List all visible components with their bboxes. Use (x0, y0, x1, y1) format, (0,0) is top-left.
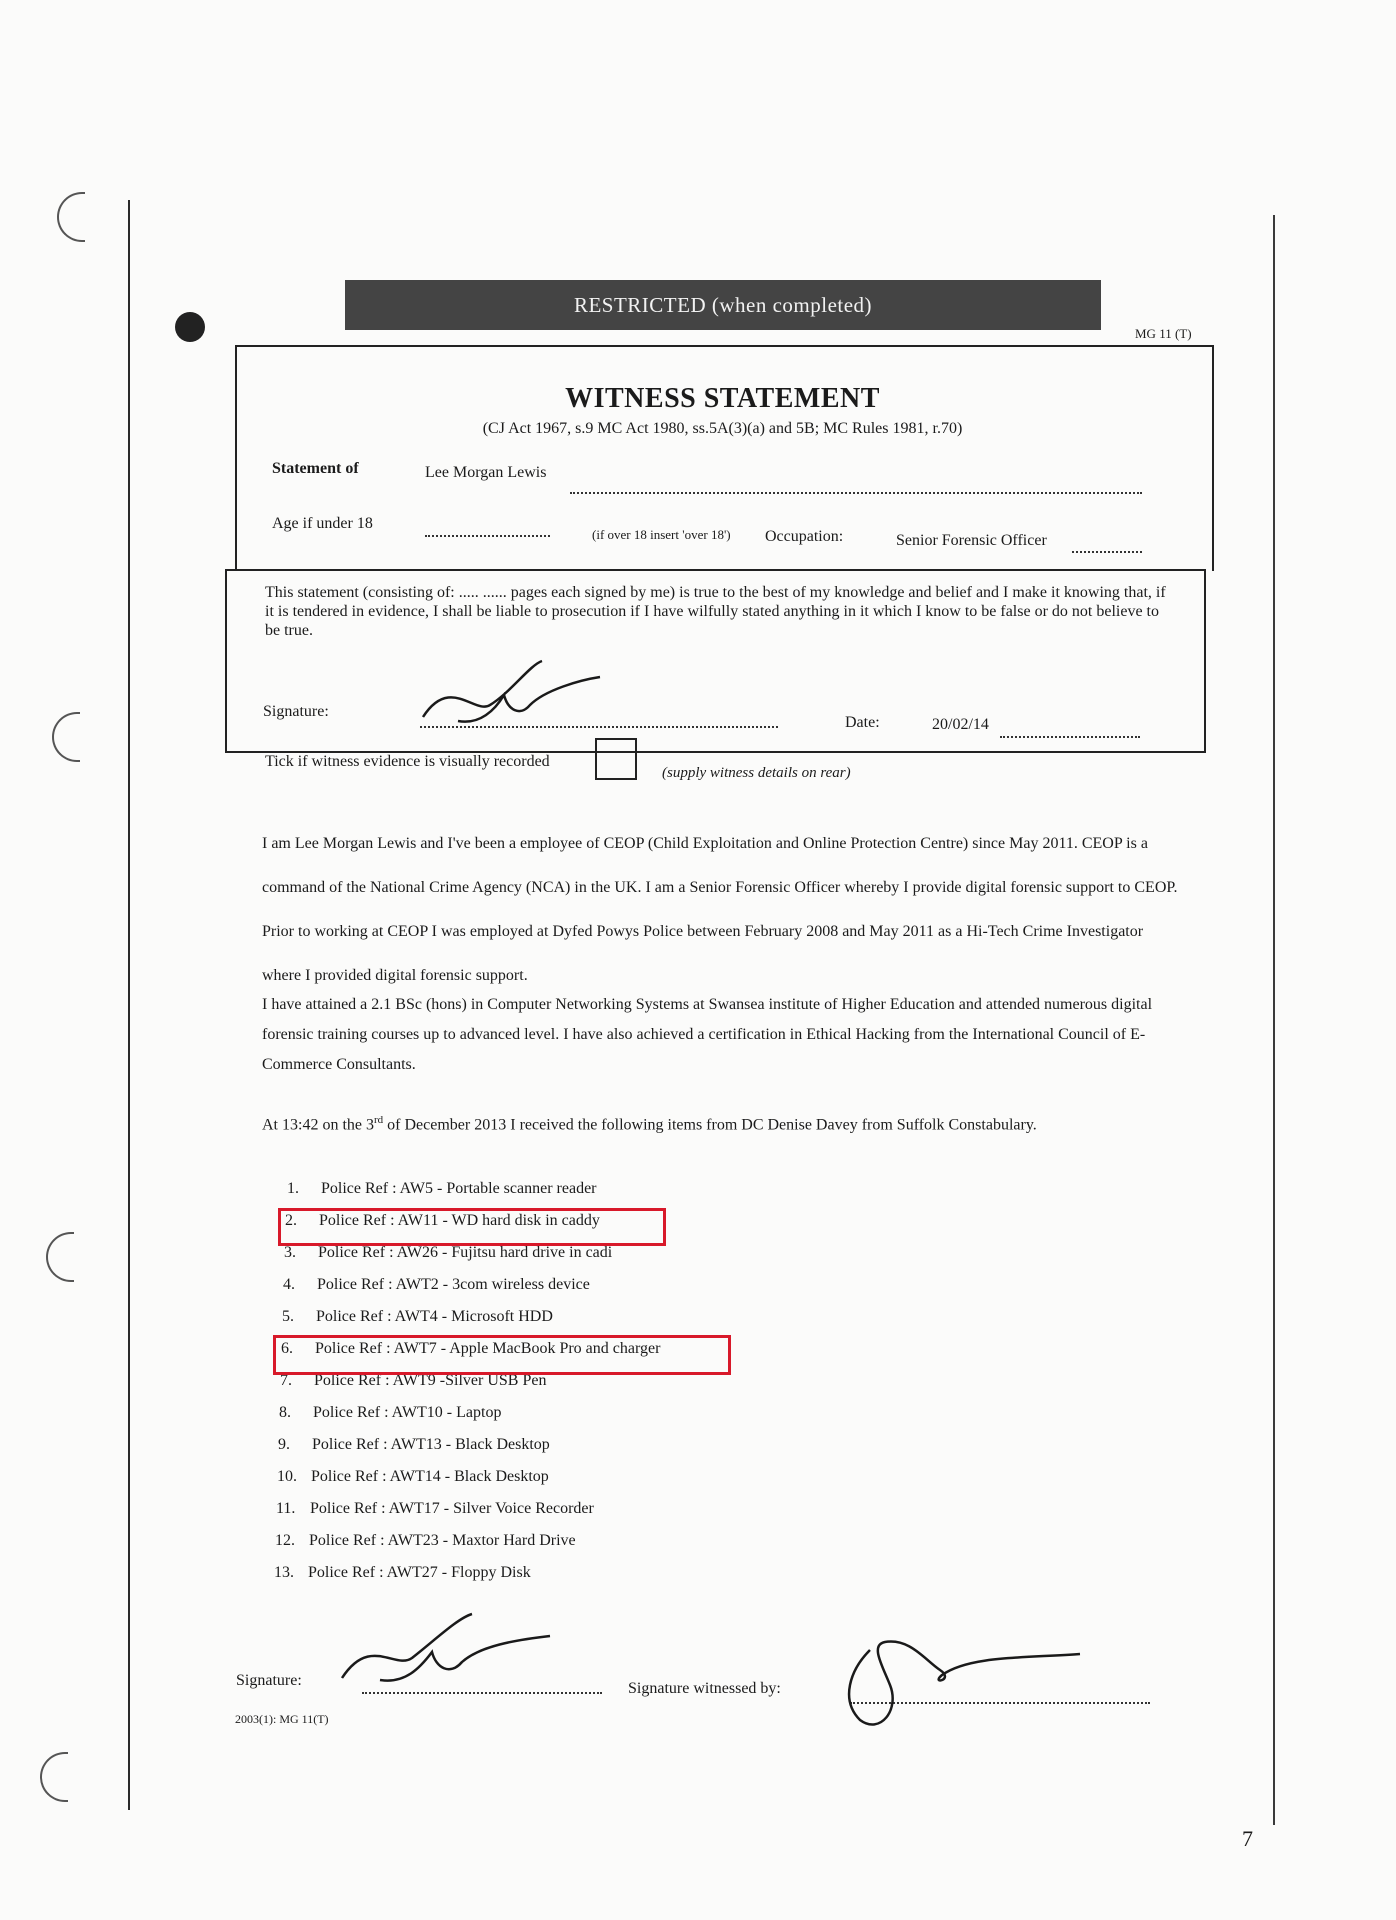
punch-hole (46, 1232, 74, 1282)
body-paragraph-1: I am Lee Morgan Lewis and I've been a employee of CEOP (Child Exploitation and Online Protection Centre) since May 2011. CEOP is a command of the National Crime Agency (NCA) in the UK. I am a Senior Forensic Officer whereby I provide digital forensic support to CEOP. Prior to working at CEOP I was employed at Dyfed Powys Police between February 2008 and May 2011 as a Hi-Tech Crime Investigator where I provided digital forensic support. (262, 835, 1178, 984)
visual-record-label: Tick if witness evidence is visually recorded (265, 753, 550, 770)
date-value: 20/02/14 (932, 716, 989, 733)
date-line (1000, 736, 1140, 738)
list-item: 9. Police Ref : AWT13 - Black Desktop (278, 1436, 550, 1453)
highlight-box-item-2 (278, 1208, 666, 1246)
statement-of-label: Statement of (272, 460, 359, 477)
restricted-banner: RESTRICTED (when completed) (345, 280, 1101, 330)
list-item: 10. Police Ref : AWT14 - Black Desktop (277, 1468, 549, 1485)
footer-signature-line (362, 1692, 602, 1694)
date-label: Date: (845, 714, 880, 731)
occupation-label: Occupation: (765, 528, 844, 545)
list-item: 11. Police Ref : AWT17 - Silver Voice Recorder (276, 1500, 594, 1517)
body-paragraph-2: I have attained a 2.1 BSc (hons) in Computer Networking Systems at Swansea institute of Higher Education and attended numerous digital forensic training courses up to advanced level. I have also achieved a certification in Ethical Hacking from the International Council of E-Commerce Consultants. (262, 996, 1153, 1073)
page-number: 7 (1242, 1826, 1253, 1851)
statement-of-value: Lee Morgan Lewis (425, 464, 547, 481)
page-title: WITNESS STATEMENT (565, 383, 880, 414)
para3-text-post: of December 2013 I received the following items from DC Denise Davey from Suffolk Constabulary. (383, 1116, 1037, 1134)
list-item: 7. Police Ref : AWT9 -Silver USB Pen (280, 1372, 547, 1389)
body-paragraph-3 (262, 1114, 1182, 1134)
para3-ordinal: rd (374, 1114, 384, 1126)
list-item: 12. Police Ref : AWT23 - Maxtor Hard Drive (275, 1532, 576, 1549)
list-item: 5. Police Ref : AWT4 - Microsoft HDD (282, 1308, 553, 1325)
statement-of-line (570, 492, 1142, 494)
punch-hole (40, 1752, 68, 1802)
occupation-line (1072, 551, 1142, 553)
scan-dot (175, 312, 205, 342)
supply-note: (supply witness details on rear) (662, 765, 851, 781)
age-label: Age if under 18 (272, 515, 373, 532)
list-item: 4. Police Ref : AWT2 - 3com wireless device (283, 1276, 590, 1293)
witnessed-label: Signature witnessed by: (628, 1680, 781, 1697)
footer-signature-label: Signature: (236, 1672, 302, 1689)
signature-image (420, 655, 620, 735)
occupation-value: Senior Forensic Officer (896, 532, 1047, 549)
list-item: 3. Police Ref : AW26 - Fujitsu hard drive in cadi (284, 1244, 613, 1261)
para3-text-pre: At 13:42 on the 3 (262, 1116, 374, 1134)
signature-label: Signature: (263, 703, 329, 720)
punch-hole (52, 712, 80, 762)
highlight-box-item-6 (273, 1335, 731, 1375)
list-item: 13. Police Ref : AWT27 - Floppy Disk (274, 1564, 531, 1581)
declaration-text: This statement (consisting of: ..... ...... pages each signed by me) is true to the best of my knowledge and belief and I make it knowing that, if it is tendered in evidence, I shall be liable to prosecution if I have wilfully stated anything in it which I know to be false or do not believe to be true. (265, 584, 1166, 639)
left-margin-line (128, 200, 130, 1810)
list-item: 2. Police Ref : AW11 - WD hard disk in caddy (285, 1212, 600, 1229)
visual-record-checkbox[interactable] (595, 738, 637, 780)
footer-form-code: 2003(1): MG 11(T) (235, 1712, 329, 1726)
punch-hole (57, 192, 85, 242)
right-margin-line (1273, 215, 1275, 1825)
age-hint: (if over 18 insert 'over 18') (592, 527, 731, 542)
list-item: 8. Police Ref : AWT10 - Laptop (279, 1404, 502, 1421)
list-item: 1. Police Ref : AW5 - Portable scanner reader (287, 1180, 597, 1197)
age-line (425, 535, 550, 537)
page-subtitle: (CJ Act 1967, s.9 MC Act 1980, ss.5A(3)(a) and 5B; MC Rules 1981, r.70) (482, 420, 963, 437)
form-code-top: MG 11 (T) (1135, 326, 1192, 341)
list-item: 6. Police Ref : AWT7 - Apple MacBook Pro and charger (281, 1340, 661, 1357)
witness-signature-image (830, 1630, 1090, 1740)
footer-signature-image (340, 1610, 570, 1690)
